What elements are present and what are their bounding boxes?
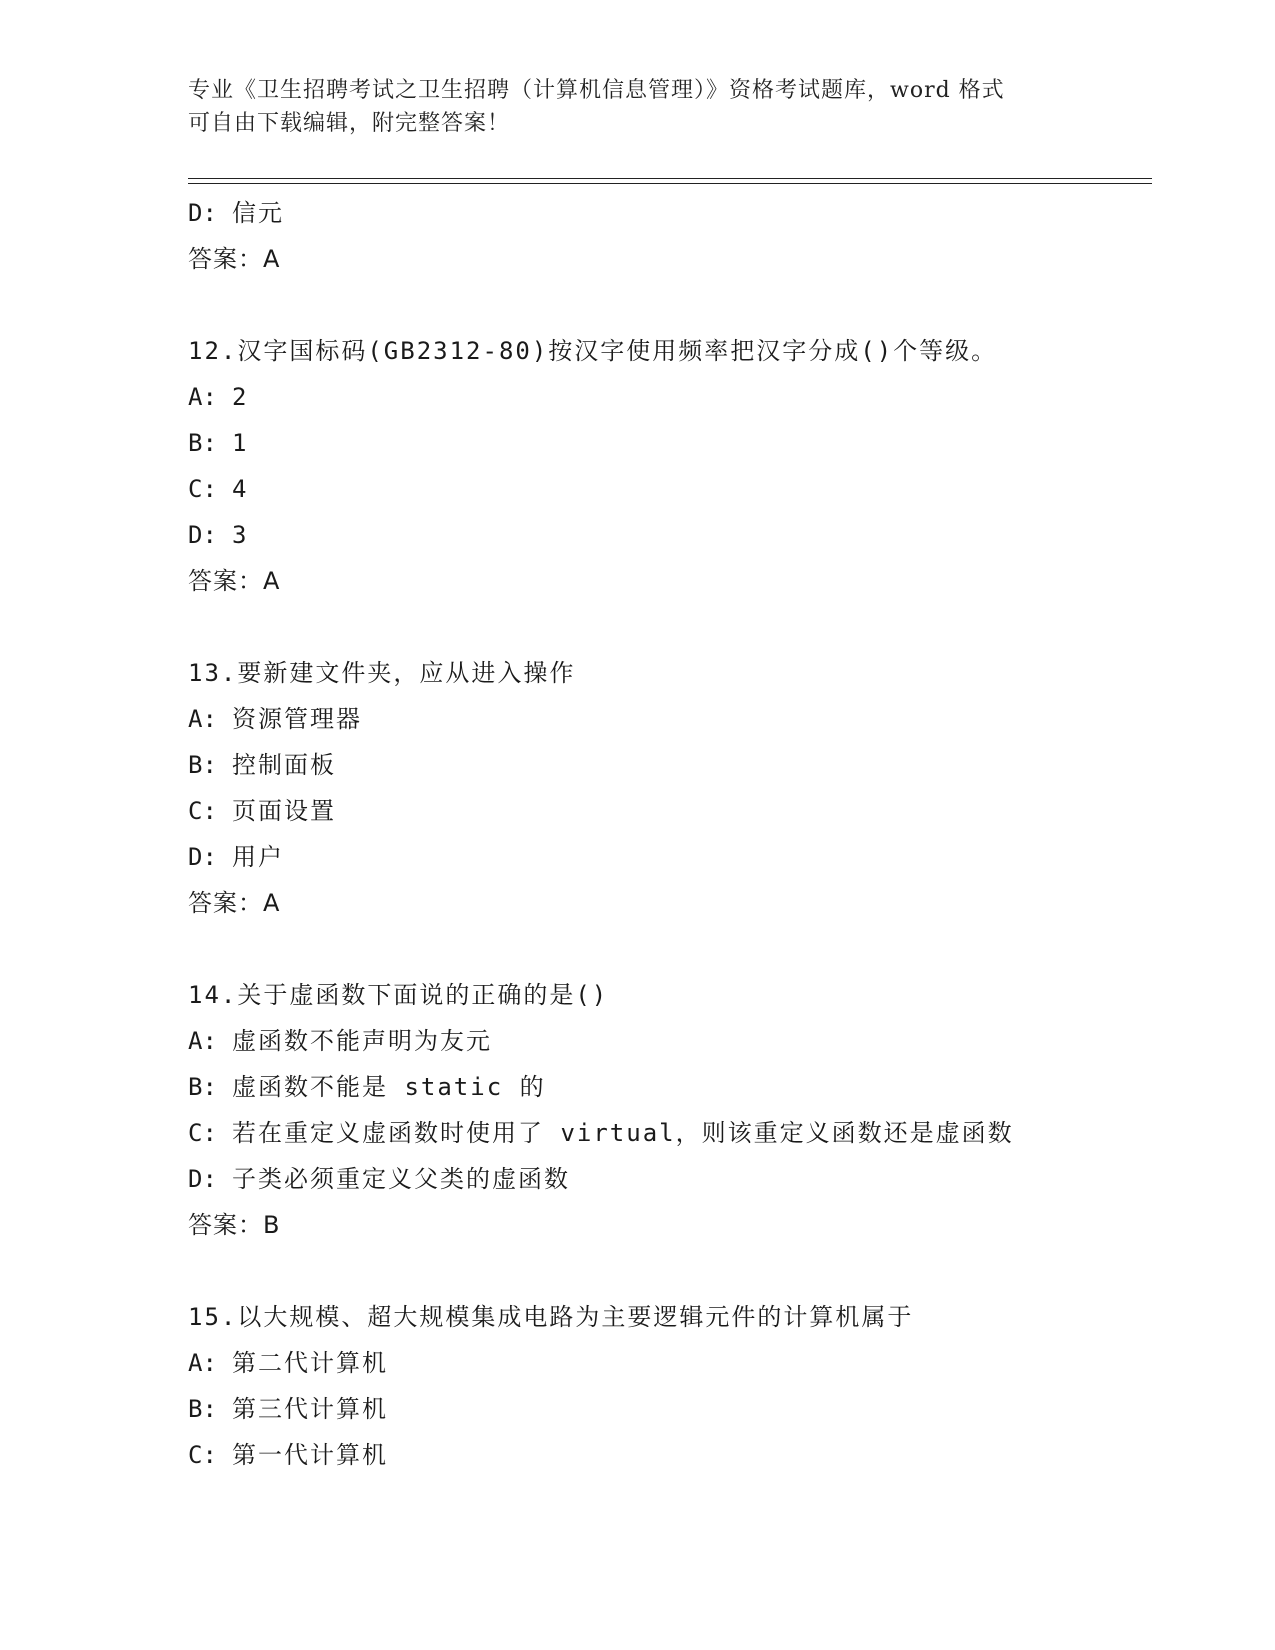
option-line bbox=[188, 1018, 1148, 1064]
option-text: 若在重定义虚函数时使用了 virtual，则该重定义函数还是虚函数 bbox=[232, 1119, 1014, 1147]
option-line bbox=[188, 834, 1148, 880]
option-line bbox=[188, 1340, 1148, 1386]
option-line bbox=[188, 742, 1148, 788]
header-rule-bottom bbox=[188, 183, 1152, 184]
option-key: A: bbox=[188, 1027, 217, 1055]
option-line bbox=[188, 1386, 1148, 1432]
option-key: D: bbox=[188, 521, 217, 549]
option-key: D: bbox=[188, 199, 217, 227]
option-key: B: bbox=[188, 751, 217, 779]
option-key: A: bbox=[188, 1349, 217, 1377]
option-line bbox=[188, 788, 1148, 834]
option-key: C: bbox=[188, 797, 217, 825]
option-line bbox=[188, 190, 1148, 236]
option-key: C: bbox=[188, 475, 217, 503]
option-text: 虚函数不能是 static 的 bbox=[232, 1073, 546, 1101]
option-text: 第二代计算机 bbox=[232, 1349, 388, 1377]
option-key: D: bbox=[188, 843, 217, 871]
option-key: B: bbox=[188, 1073, 217, 1101]
question-stem: 14.关于虚函数下面说的正确的是() bbox=[188, 981, 609, 1009]
option-line bbox=[188, 696, 1148, 742]
option-text: 3 bbox=[232, 521, 249, 549]
option-text: 用户 bbox=[232, 843, 284, 871]
option-line bbox=[188, 1110, 1148, 1156]
option-line bbox=[188, 1064, 1148, 1110]
option-line bbox=[188, 374, 1148, 420]
option-text: 资源管理器 bbox=[232, 705, 362, 733]
option-line bbox=[188, 1432, 1148, 1478]
header-rule-top bbox=[188, 178, 1152, 179]
option-key: A: bbox=[188, 705, 217, 733]
option-text: 子类必须重定义父类的虚函数 bbox=[232, 1165, 570, 1193]
spacer bbox=[188, 282, 1148, 328]
option-line bbox=[188, 512, 1148, 558]
question-stem: 13.要新建文件夹，应从进入操作 bbox=[188, 659, 576, 687]
option-text: 第一代计算机 bbox=[232, 1441, 388, 1469]
option-line bbox=[188, 420, 1148, 466]
answer-line: 答案：A bbox=[188, 567, 281, 595]
option-text: 虚函数不能声明为友元 bbox=[232, 1027, 492, 1055]
option-line bbox=[188, 466, 1148, 512]
answer-line: 答案：A bbox=[188, 889, 281, 917]
spacer bbox=[188, 604, 1148, 650]
option-line bbox=[188, 1156, 1148, 1202]
spacer bbox=[188, 926, 1148, 972]
option-key: A: bbox=[188, 383, 217, 411]
question-stem: 12.汉字国标码(GB2312-80)按汉字使用频率把汉字分成()个等级。 bbox=[188, 337, 998, 365]
option-text: 1 bbox=[232, 429, 249, 457]
option-key: C: bbox=[188, 1119, 217, 1147]
document-header bbox=[188, 74, 1068, 140]
option-text: 页面设置 bbox=[232, 797, 336, 825]
option-text: 4 bbox=[232, 475, 249, 503]
option-text: 第三代计算机 bbox=[232, 1395, 388, 1423]
option-key: D: bbox=[188, 1165, 217, 1193]
option-text: 信元 bbox=[232, 199, 284, 227]
option-text: 2 bbox=[232, 383, 249, 411]
option-key: B: bbox=[188, 1395, 217, 1423]
answer-line: 答案：B bbox=[188, 1211, 281, 1239]
header-line-2: 可自由下载编辑，附完整答案！ bbox=[188, 111, 511, 136]
spacer bbox=[188, 1248, 1148, 1294]
option-key: B: bbox=[188, 429, 217, 457]
question-list bbox=[188, 190, 1148, 1478]
answer-line: 答案：A bbox=[188, 245, 281, 273]
question-stem: 15.以大规模、超大规模集成电路为主要逻辑元件的计算机属于 bbox=[188, 1303, 914, 1331]
option-text: 控制面板 bbox=[232, 751, 336, 779]
option-key: C: bbox=[188, 1441, 217, 1469]
header-line-1: 专业《卫生招聘考试之卫生招聘（计算机信息管理）》资格考试题库，word 格式 bbox=[188, 78, 1005, 103]
